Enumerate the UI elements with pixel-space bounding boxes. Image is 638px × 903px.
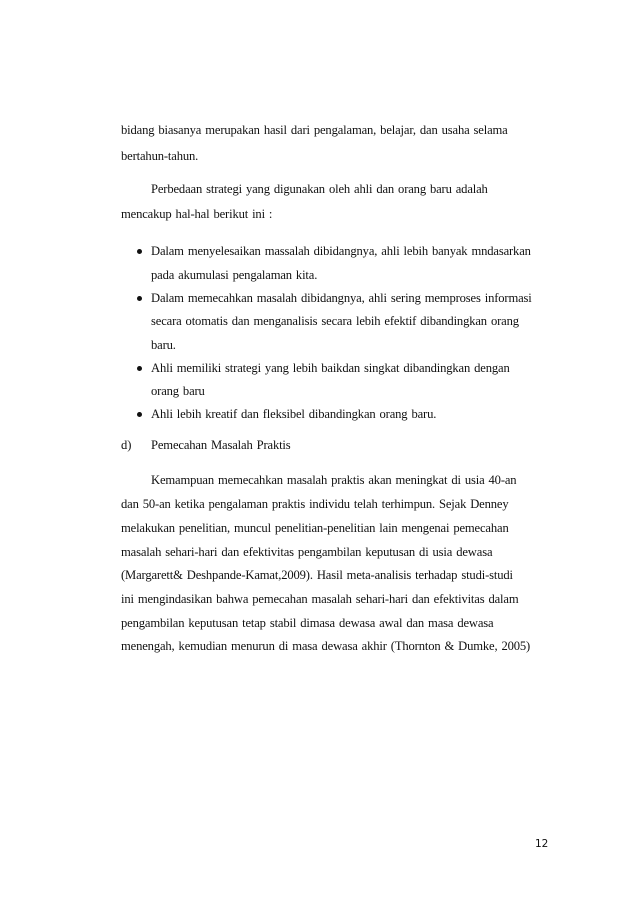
bullet-line: Ahli lebih kreatif dan fleksibel dibandingkan orang baru. <box>151 407 437 421</box>
paragraph-line: menengah, kemudian menurun di masa dewasa akhir (Thornton & Dumke, 2005) <box>121 639 531 653</box>
bullet-dot-icon <box>137 296 142 301</box>
paragraph-line: (Margarett& Deshpande-Kamat,2009). Hasil meta-analisis terhadap studi-studi <box>121 568 513 582</box>
bullet-dot-icon <box>137 412 142 417</box>
bullet-dot-icon <box>137 366 142 371</box>
paragraph-line: bidang biasanya merupakan hasil dari pengalaman, belajar, dan usaha selama <box>121 123 508 137</box>
section-title: Pemecahan Masalah Praktis <box>151 438 291 452</box>
section-number: d) <box>121 438 132 452</box>
paragraph-line: dan 50-an ketika pengalaman praktis individu telah terhimpun. Sejak Denney <box>121 497 509 511</box>
bullet-line: orang baru <box>151 384 205 398</box>
paragraph-line: ini mengindasikan bahwa pemecahan masalah sehari-hari dan efektivitas dalam <box>121 592 519 606</box>
paragraph-line: mencakup hal-hal berikut ini : <box>121 207 273 221</box>
bullet-dot-icon <box>137 249 142 254</box>
bullet-line: Dalam memecahkan masalah dibidangnya, ahli sering memproses informasi <box>151 291 532 305</box>
bullet-line: secara otomatis dan menganalisis secara lebih efektif dibandingkan orang <box>151 314 519 328</box>
page-number: 12 <box>535 838 549 850</box>
bullet-line: Dalam menyelesaikan massalah dibidangnya, ahli lebih banyak mndasarkan <box>151 244 531 258</box>
bullet-line: baru. <box>151 338 176 352</box>
paragraph-line: Perbedaan strategi yang digunakan oleh ahli dan orang baru adalah <box>151 182 488 196</box>
paragraph-line: masalah sehari-hari dan efektivitas pengambilan keputusan di usia dewasa <box>121 545 493 559</box>
paragraph-line: pengambilan keputusan tetap stabil dimasa dewasa awal dan masa dewasa <box>121 616 494 630</box>
paragraph-line: melakukan penelitian, muncul penelitian-penelitian lain mengenai pemecahan <box>121 521 509 535</box>
bullet-line: Ahli memiliki strategi yang lebih baikdan singkat dibandingkan dengan <box>151 361 510 375</box>
paragraph-line: Kemampuan memecahkan masalah praktis akan meningkat di usia 40-an <box>151 473 517 487</box>
bullet-line: pada akumulasi pengalaman kita. <box>151 268 318 282</box>
paragraph-line: bertahun-tahun. <box>121 149 199 163</box>
